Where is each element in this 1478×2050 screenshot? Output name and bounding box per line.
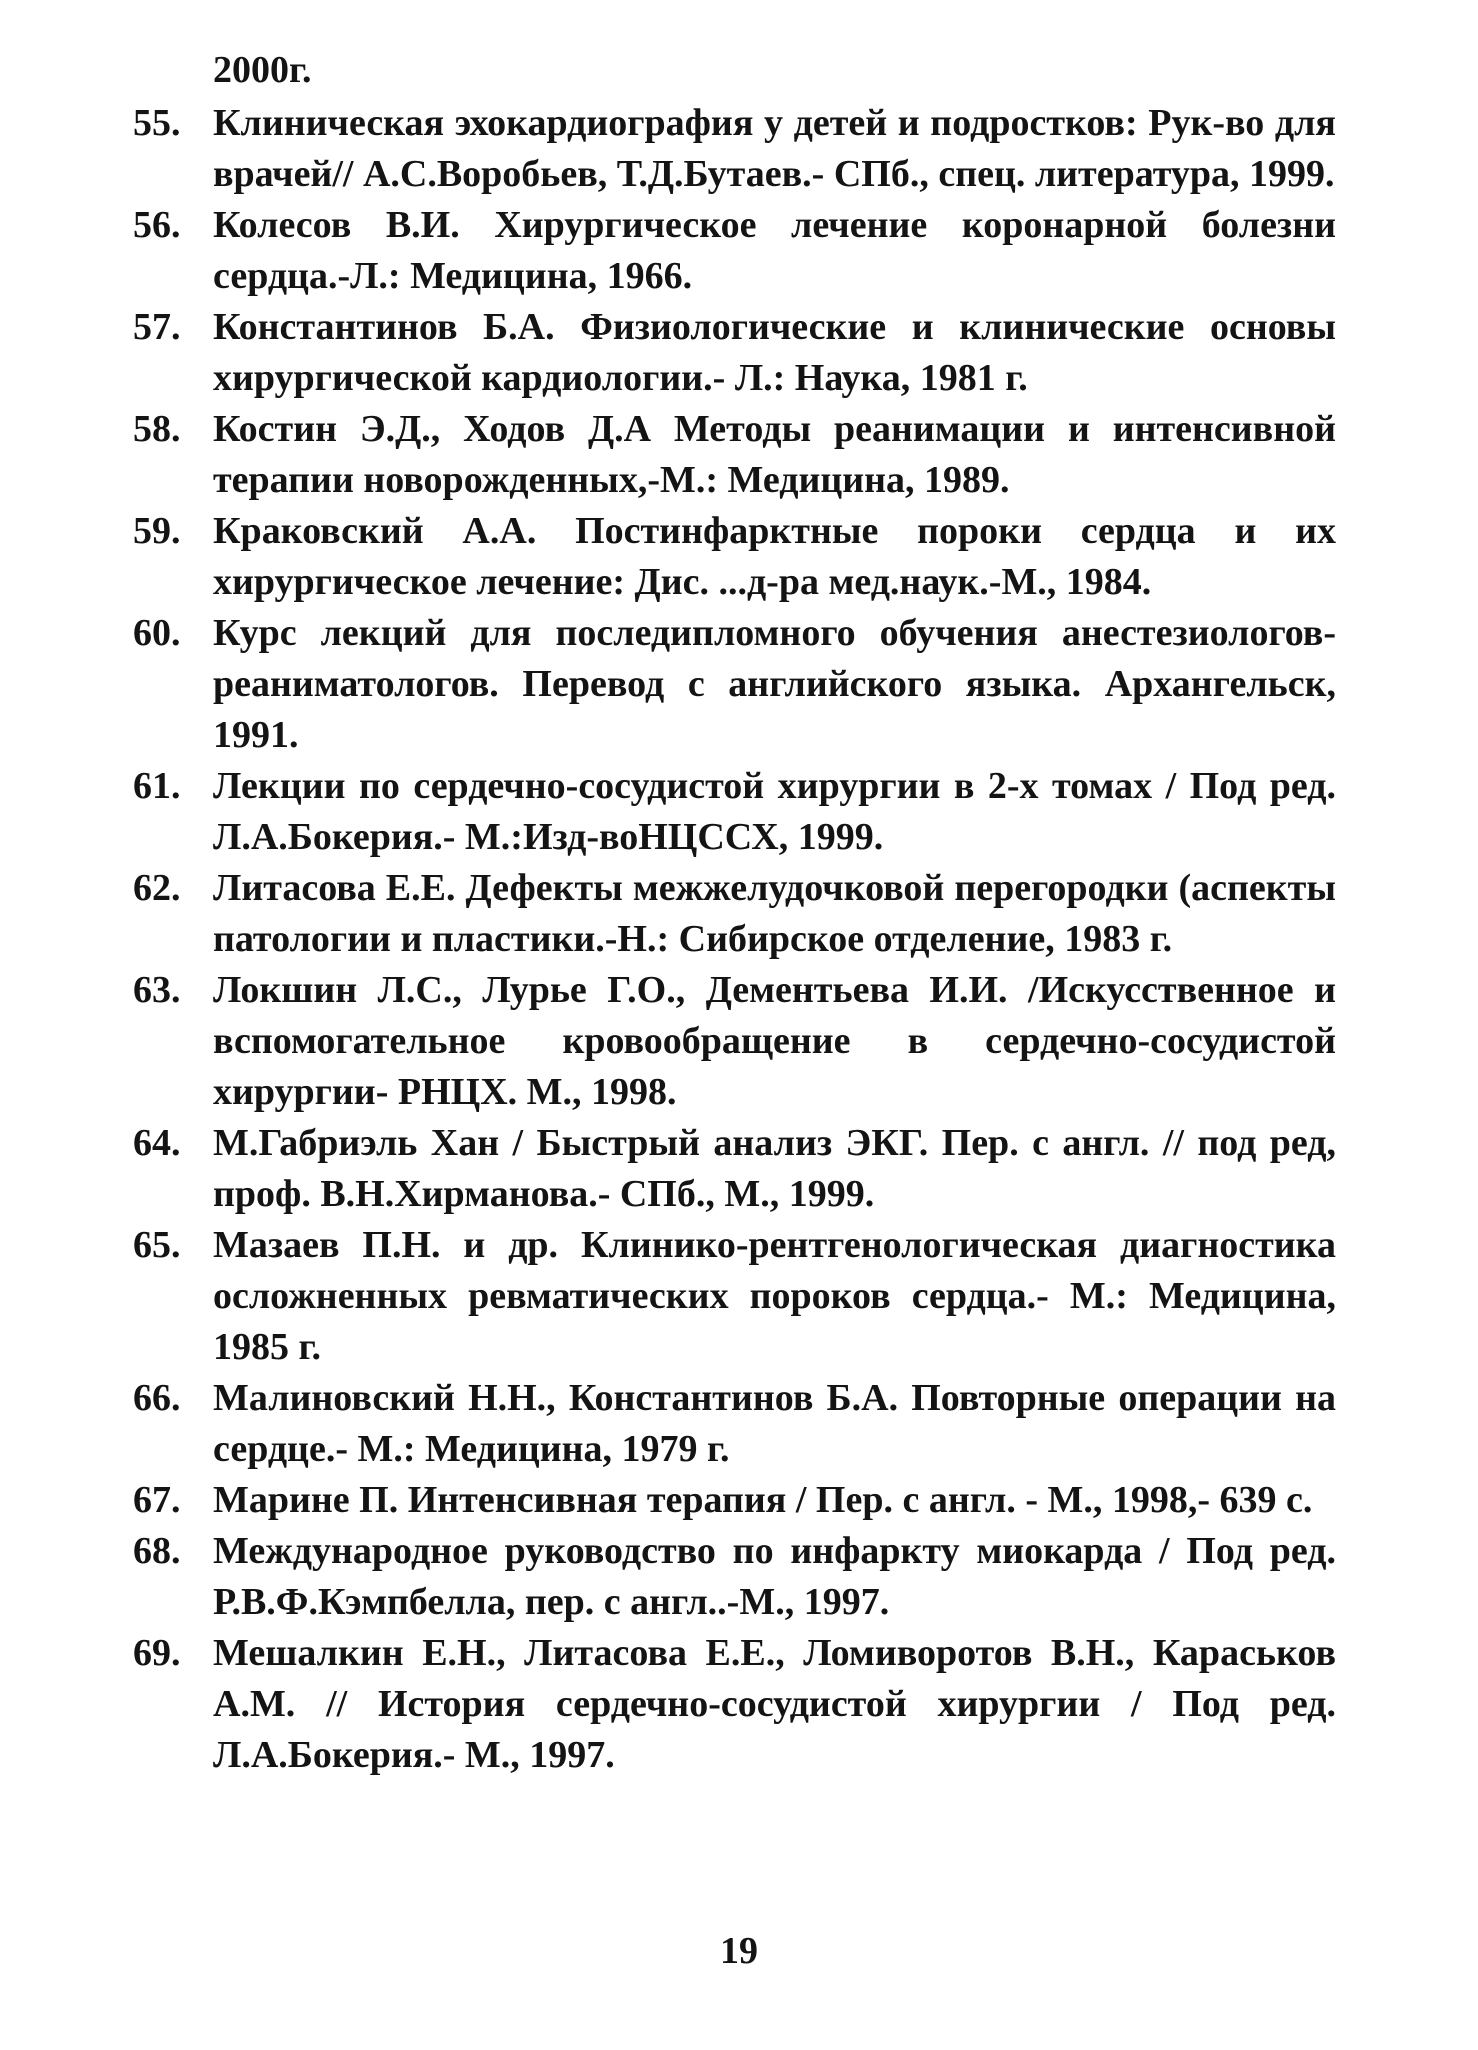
reference-item xyxy=(0,863,1478,965)
reference-item xyxy=(0,404,1478,506)
reference-text: Локшин Л.С., Лурье Г.О., Дементьева И.И. /Искусственное и вспомогательное кровообращение в сердечно-сосудистой хирургии- РНЦХ. М., 1998. xyxy=(213,969,1336,1113)
page-number: 19 xyxy=(720,1930,758,1972)
reference-text: Мешалкин Е.Н., Литасова Е.Е., Ломиворотов В.Н., Караськов А.М. // История сердечно-сосудистой хирургии / Под ред. Л.А.Бокерия.- М., 1997. xyxy=(213,1632,1336,1776)
reference-item xyxy=(0,1628,1478,1781)
reference-item xyxy=(0,98,1478,200)
reference-item xyxy=(0,200,1478,302)
reference-text: Краковский А.А. Постинфарктные пороки сердца и их хирургическое лечение: Дис. ...д-ра мед.наук.-М., 1984. xyxy=(213,510,1336,603)
reference-item xyxy=(0,965,1478,1118)
reference-number: 57. xyxy=(133,306,181,348)
reference-text: Марине П. Интенсивная терапия / Пер. с англ. - М., 1998,- 639 с. xyxy=(213,1479,1313,1521)
reference-number: 55. xyxy=(133,102,181,144)
reference-text: Колесов В.И. Хирургическое лечение коронарной болезни сердца.-Л.: Медицина, 1966. xyxy=(213,204,1336,297)
reference-text: Литасова Е.Е. Дефекты межжелудочковой перегородки (аспекты патологии и пластики.-Н.: Сибирское отделение, 1983 г. xyxy=(213,867,1336,960)
reference-text: Мазаев П.Н. и др. Клинико-рентгенологическая диагностика осложненных ревматических пороков сердца.- М.: Медицина, 1985 г. xyxy=(213,1224,1336,1368)
reference-number: 66. xyxy=(133,1377,181,1419)
reference-item xyxy=(0,506,1478,608)
reference-item xyxy=(0,761,1478,863)
reference-number: 56. xyxy=(133,204,181,246)
reference-text: Лекции по сердечно-сосудистой хирургии в 2-х томах / Под ред. Л.А.Бокерия.- М.:Изд-воНЦССХ, 1999. xyxy=(213,765,1336,858)
reference-list xyxy=(0,98,1478,1781)
reference-text: Курс лекций для последипломного обучения анестезиологов-реаниматологов. Перевод с английского языка. Архангельск, 1991. xyxy=(213,612,1336,756)
reference-item xyxy=(0,1118,1478,1220)
reference-number: 60. xyxy=(133,612,181,654)
reference-number: 68. xyxy=(133,1530,181,1572)
reference-item xyxy=(0,1220,1478,1373)
reference-item xyxy=(0,1475,1478,1526)
reference-number: 62. xyxy=(133,867,181,909)
reference-number: 69. xyxy=(133,1632,181,1674)
reference-number: 64. xyxy=(133,1122,181,1164)
reference-number: 65. xyxy=(133,1224,181,1266)
reference-item xyxy=(0,1373,1478,1475)
reference-item xyxy=(0,608,1478,761)
reference-number: 67. xyxy=(133,1479,181,1521)
reference-continuation: 2000г. xyxy=(213,49,312,91)
reference-number: 63. xyxy=(133,969,181,1011)
reference-text: М.Габриэль Хан / Быстрый анализ ЭКГ. Пер. с англ. // под ред, проф. В.Н.Хирманова.- СПб., М., 1999. xyxy=(213,1122,1336,1215)
reference-number: 61. xyxy=(133,765,181,807)
reference-text: Клиническая эхокардиография у детей и подростков: Рук-во для врачей// А.С.Воробьев, Т.Д.Бутаев.- СПб., спец. литература, 1999. xyxy=(213,102,1336,195)
reference-number: 58. xyxy=(133,408,181,450)
reference-number: 59. xyxy=(133,510,181,552)
reference-text: Международное руководство по инфаркту миокарда / Под ред. Р.В.Ф.Кэмпбелла, пер. с англ..-М., 1997. xyxy=(213,1530,1336,1623)
reference-item xyxy=(0,302,1478,404)
reference-item xyxy=(0,1526,1478,1628)
reference-text: Малиновский Н.Н., Константинов Б.А. Повторные операции на сердце.- М.: Медицина, 1979 г. xyxy=(213,1377,1336,1470)
reference-text: Константинов Б.А. Физиологические и клинические основы хирургической кардиологии.- Л.: Наука, 1981 г. xyxy=(213,306,1336,399)
reference-text: Костин Э.Д., Ходов Д.А Методы реанимации и интенсивной терапии новорожденных,-М.: Медицина, 1989. xyxy=(213,408,1336,501)
